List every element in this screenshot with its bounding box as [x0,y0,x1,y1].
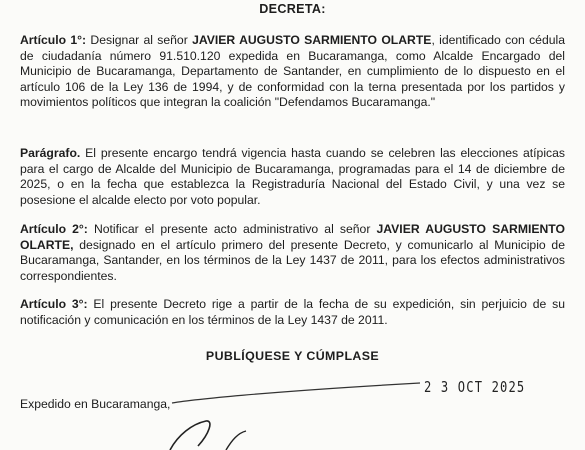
articulo-3-text: El presente Decreto rige a partir de la fecha de su expedición, sin perjuicio de su notificación y comunicación en los términos de la Ley 1437 de 2011. [20,297,566,327]
articulo-2-label: Artículo 2°: [20,222,88,236]
expedido-line: Expedido en Bucaramanga, [20,397,171,411]
paragrafo-text: El presente encargo tendrá vigencia hasta cuando se celebren las elecciones atípicas para el cargo de Alcalde del Municipio de Bucaramanga, programadas para el 14 de diciembre de 2025, o en la fecha que establezca la Registraduría Nacional del Estado Civil, y una vez se posesione el alcalde electo por voto popular. [20,146,565,207]
paragrafo-label: Parágrafo. [20,146,81,160]
articulo-1-label: Artículo 1°: [20,33,87,47]
articulo-2-text-b: designado en el artículo primero del presente Decreto, y comunicarlo al Municipio de Bucaramanga, Santander, en los términos de la Ley 1437 de 2011, para los efectos administrativos correspondientes. [20,237,565,283]
articulo-3-label: Artículo 3°: [20,297,88,311]
date-stamp: 2 3 OCT 2025 [424,378,526,396]
closing-formula: PUBLÍQUESE Y CÚMPLASE [205,349,380,363]
decreta-heading: DECRETA: [259,2,326,16]
articulo-1-text-a: Designar al señor [86,33,193,47]
articulo-1-text-b: , identificado con cédula de ciudadanía número 91.510.120 expedida en Bucaramanga, como Alcalde Encargado del Municipio de Bucaramanga, Departamento de Santander, en cumplimiento de lo dispuesto en el artículo 106 de la Ley 136 de 1994, y de conformidad con la terna presentada por los partidos y movimientos políticos que integran la coalición "Defendamos Bucaramanga." [20,33,565,110]
articulo-2-text-a: Notificar el presente acto administrativo al señor [87,222,377,236]
articulo-1-name: JAVIER AUGUSTO SARMIENTO OLARTE [192,33,432,47]
articulo-2-name: JAVIER AUGUSTO SARMIENTO OLARTE, [20,222,565,252]
